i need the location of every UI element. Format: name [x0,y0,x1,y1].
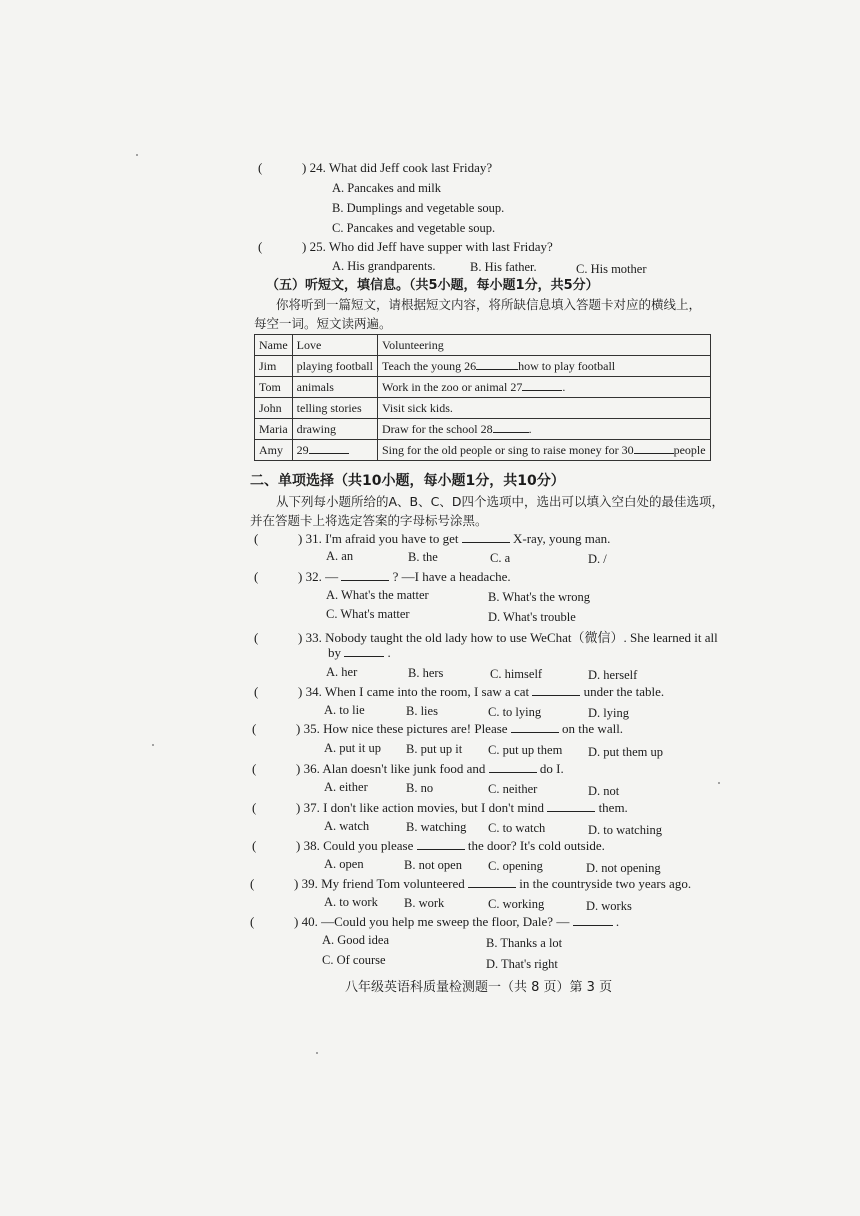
option-b: B. put up it [406,742,463,756]
option-d: D. herself [588,668,638,682]
question-34: ( ) 34. When I came into the room, I saw a cat under the table. [254,684,665,699]
text: Draw for the school 28 [381,421,493,436]
answer-blank [493,422,529,433]
answer-paren: ( [258,239,263,254]
question-text: I'm afraid you have to get [325,531,459,546]
answer-blank [468,877,516,888]
cell-volunteering [377,398,710,419]
option-a: A. to lie [324,703,365,717]
question-text: Nobody taught the old lady how to use WeChat（微信）. She learned it all [325,630,718,645]
option-c: C. Pancakes and vegetable soup. [332,221,496,235]
option-a: A. open [324,857,364,871]
answer-blank [341,570,389,581]
option-c: C. working [488,897,545,911]
question-40: ( ) 40. —Could you help me sweep the floor, Dale? — . [250,914,620,929]
option-a: A. His grandparents. [332,259,436,273]
question-number: ) 33. [298,630,322,645]
option-d: D. put them up [588,745,663,759]
option-a: A. to work [324,895,378,909]
option-a: A. What's the matter [326,588,429,602]
question-text: —Could you help me sweep the floor, Dale? — [321,914,570,929]
question-number: ) 37. [296,800,320,815]
cell-name: Tom [255,377,293,398]
answer-blank [462,532,510,543]
question-number: ) 31. [298,531,322,546]
question-number: ) 39. [294,876,318,891]
question-text-end: X-ray, young man. [512,531,611,546]
header-name: Name [255,335,293,356]
table-header-row [255,335,711,356]
question-text-end: the door? It's cold outside. [467,838,605,853]
cell-volunteering [377,377,710,398]
question-39: ( ) 39. My friend Tom volunteered in the countryside two years ago. [250,876,692,891]
answer-blank [532,685,580,696]
answer-blank [344,646,384,657]
scan-speck [136,154,138,156]
section-5-instruction: 你将听到一篇短文，请根据短文内容，将所缺信息填入答题卡对应的横线上， [276,297,702,312]
question-33-line2 [328,645,391,661]
text: Sing for the old people or sing to raise money for 30 [381,442,634,457]
question-number: ) 25. [302,239,326,254]
question-text: When I came into the room, I saw a cat [324,684,530,699]
cell-love: playing football [292,356,377,377]
question-number: ) 24. [302,160,326,175]
section-5-instruction-cont: 每空一词。短文读两遍。 [254,316,392,331]
cell-name: Maria [255,419,293,440]
scan-speck [316,1052,318,1054]
question-33: ( ) 33. Nobody taught the old lady how to use WeChat（微信）. She learned it all [254,630,718,645]
option-c: C. opening [488,859,543,873]
question-37: ( ) 37. I don't like action movies, but I don't mind them. [252,800,628,815]
scan-speck [718,782,720,784]
text: Teach the young 26 [381,358,477,373]
option-c: C. What's matter [326,607,410,621]
option-b: B. watching [406,820,467,834]
question-31: ( ) 31. I'm afraid you have to get X-ray, young man. [254,531,611,546]
option-b: B. the [408,550,438,564]
option-d: D. / [588,552,607,566]
question-text-end: . [387,645,391,660]
text: . [562,379,566,394]
option-d: D. lying [588,706,629,720]
option-d: D. works [586,899,632,913]
section-5-title: （五）听短文，填信息。（共5小题，每小题1分，共5分） [266,278,599,293]
question-24 [258,160,492,176]
question-text: Who did Jeff have supper with last Friday? [328,239,553,254]
option-c: C. to lying [488,705,542,719]
text: 29 [296,442,309,457]
option-b: B. not open [404,858,462,872]
answer-blank [634,443,674,454]
option-c: C. to watch [488,821,546,835]
option-d: D. That's right [486,957,558,971]
page-footer: 八年级英语科质量检测题一（共 8 页）第 3 页 [345,980,613,995]
section-2-instruction-cont: 并在答题卡上将选定答案的字母标号涂黑。 [250,513,488,528]
question-text: by [328,645,341,660]
text: people [673,442,706,457]
text: Work in the zoo or animal 27 [381,379,523,394]
answer-blank [476,359,518,370]
question-number: ) 40. [294,914,318,929]
question-text-end: do I. [539,761,564,776]
question-text-end: under the table. [583,684,665,699]
table-row [255,377,711,398]
option-d: D. not opening [586,861,661,875]
question-text: How nice these pictures are! Please [323,721,508,736]
cell-volunteering [377,356,710,377]
option-b: B. lies [406,704,438,718]
cell-volunteering [377,440,710,461]
question-number: ) 38. [296,838,320,853]
option-a: A. her [326,665,358,679]
option-c: C. himself [490,667,543,681]
option-b: B. What's the wrong [488,590,591,604]
question-text: Could you please [323,838,414,853]
cell-name: Amy [255,440,293,461]
option-d: D. not [588,784,620,798]
option-a: A. Pancakes and milk [332,181,442,195]
option-a: A. watch [324,819,370,833]
table-row [255,356,711,377]
option-b: B. no [406,781,434,795]
text: Visit sick kids. [381,400,453,415]
option-a: A. an [326,549,354,563]
option-d: D. to watching [588,823,662,837]
question-text: Alan doesn't like junk food and [322,761,486,776]
question-35: ( ) 35. How nice these pictures are! Please on the wall. [252,721,624,736]
answer-paren: ( [258,160,263,175]
question-25 [258,239,553,255]
option-b: B. Dumplings and vegetable soup. [332,201,505,215]
option-a: A. Good idea [322,933,389,947]
question-text: What did Jeff cook last Friday? [328,160,493,175]
option-c: C. His mother [576,262,647,276]
cell-name: Jim [255,356,293,377]
option-c: C. neither [488,782,538,796]
question-38: ( ) 38. Could you please the door? It's cold outside. [252,838,605,853]
answer-blank [417,839,465,850]
answer-blank [522,380,562,391]
text: how to play football [518,358,616,373]
question-text-end: ? —I have a headache. [392,569,511,584]
option-b: B. Thanks a lot [486,936,563,950]
scan-speck [152,744,154,746]
option-a: A. put it up [324,741,381,755]
answer-blank [309,443,349,454]
question-number: ) 32. [298,569,322,584]
answer-blank [511,722,559,733]
cell-love: animals [292,377,377,398]
section-2-instruction: 从下列每小题所给的A、B、C、D四个选项中，选出可以填入空白处的最佳选项， [276,494,724,509]
table-row [255,398,711,419]
question-text-end: them. [598,800,628,815]
option-c: C. a [490,551,511,565]
info-table [254,334,711,461]
question-text: My friend Tom volunteered [321,876,465,891]
answer-blank [489,762,537,773]
cell-name: John [255,398,293,419]
option-b: B. hers [408,666,444,680]
option-b: B. work [404,896,445,910]
cell-volunteering [377,419,710,440]
table-row [255,440,711,461]
answer-blank [573,915,613,926]
question-number: ) 35. [296,721,320,736]
question-text: — [325,569,339,584]
question-number: ) 34. [298,684,322,699]
question-text-end: in the countryside two years ago. [519,876,692,891]
header-volunteering: Volunteering [377,335,710,356]
cell-love: telling stories [292,398,377,419]
option-c: C. Of course [322,953,386,967]
cell-love [292,440,377,461]
section-2-title: 二、单项选择（共10小题，每小题1分，共10分） [250,473,565,489]
option-c: C. put up them [488,743,563,757]
option-a: A. either [324,780,368,794]
question-32: ( ) 32. — ? —I have a headache. [254,569,511,584]
answer-blank [547,801,595,812]
question-text: I don't like action movies, but I don't mind [323,800,545,815]
question-36: ( ) 36. Alan doesn't like junk food and do I. [252,761,564,776]
header-love: Love [292,335,377,356]
question-text-end: . [615,914,620,929]
option-d: D. What's trouble [488,610,576,624]
cell-love: drawing [292,419,377,440]
option-b: B. His father. [470,260,537,274]
text: . [528,421,532,436]
question-text-end: on the wall. [562,721,624,736]
table-row [255,419,711,440]
question-number: ) 36. [296,761,320,776]
